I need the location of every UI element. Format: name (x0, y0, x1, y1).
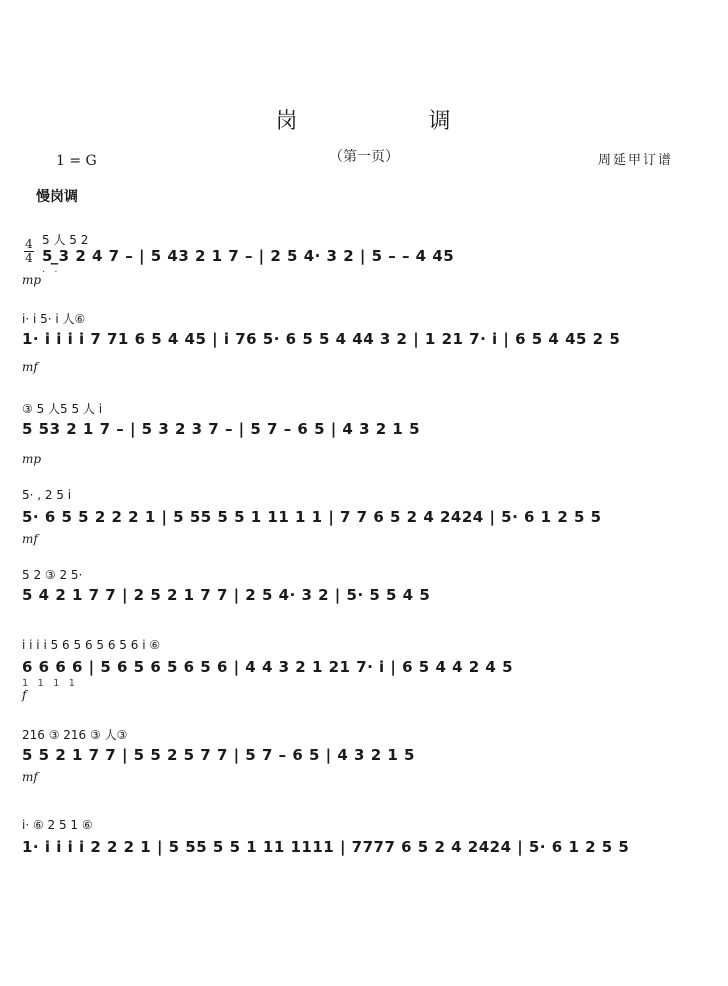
score-system (22, 816, 714, 936)
dynamic-marking: mp (22, 452, 42, 466)
upper-annotation-row: i· ⑥ 2 5 1 ⑥ (22, 818, 93, 832)
key-signature: 1 = G (56, 153, 97, 169)
notation-row: 5 4 2 1 7 7 | 2 5 2 1 7 7 | 2 5 4· 3 2 | 5· 5 5 4 5 (22, 586, 431, 604)
upper-annotation-row: 216 ③ 216 ③ 人③ (22, 728, 128, 742)
notation-row: 5 53 2 1 7 – | 5 3 2 3 7 – | 5 7 – 6 5 | 4 3 2 1 5 (22, 420, 421, 438)
upper-annotation-row: ③ 5 人5 5 人 i (22, 402, 103, 416)
lower-annotation-row: 1 1 1 1 (22, 678, 78, 689)
notation-row: 5 ̲3 2 4 7 – | 5 43 2 1 7 – | 2 5 4· 3 2 | 5 – – 4 45 (42, 247, 455, 265)
tempo-marking: 慢岗调 (36, 189, 78, 205)
notation-row: 6 6 6 6 | 5 6 5 6 5 6 5 6 | 4 4 3 2 1 21 7· i | 6 5 4 4 2 4 5 (22, 658, 514, 676)
arranger-credit: 周延甲订谱 (598, 153, 674, 168)
upper-annotation-row: 5· , 2 5 i (22, 488, 72, 502)
notation-row: 5· 6 5 5 2 2 2 1 | 5 55 5 5 1 11 1 1 | 7 7 6 5 2 4 2424 | 5· 6 1 2 5 5 (22, 508, 602, 526)
upper-annotation-row: 5 人 5 2 (42, 233, 89, 247)
notation-row: 5 5 2 1 7 7 | 5 5 2 5 7 7 | 5 7 – 6 5 | 4 3 2 1 5 (22, 746, 415, 764)
notation-row: 1· i i i i 2 2 2 1 | 5 55 5 5 1 11 1111 | 7777 6 5 2 4 2424 | 5· 6 1 2 5 5 (22, 838, 630, 856)
dynamic-marking: mf (22, 770, 38, 784)
dynamic-marking: mf (22, 360, 38, 374)
upper-annotation-row: i i i i 5 6 5 6 5 6 5 6 i ⑥ (22, 638, 161, 652)
time-signature-bottom: 4 (25, 251, 33, 265)
page-title: 岗 调 (275, 109, 513, 134)
dynamic-marking: f (22, 688, 27, 702)
upper-annotation-row: 5 2 ③ 2 5· (22, 568, 83, 582)
dynamic-marking: mp (22, 273, 42, 287)
upper-annotation-row: i· i 5· i 人⑥ (22, 312, 86, 326)
notation-row: 1· i i i i 7 71 6 5 4 45 | i 76 5· 6 5 5 4 44 3 2 | 1 21 7· i | 6 5 4 45 2 5 (22, 330, 621, 348)
dynamic-marking: mf (22, 532, 38, 546)
page-subtitle: （第一页） (329, 149, 399, 165)
time-signature-top: 4 (25, 237, 33, 251)
lower-annotation-row: · · (42, 267, 61, 278)
